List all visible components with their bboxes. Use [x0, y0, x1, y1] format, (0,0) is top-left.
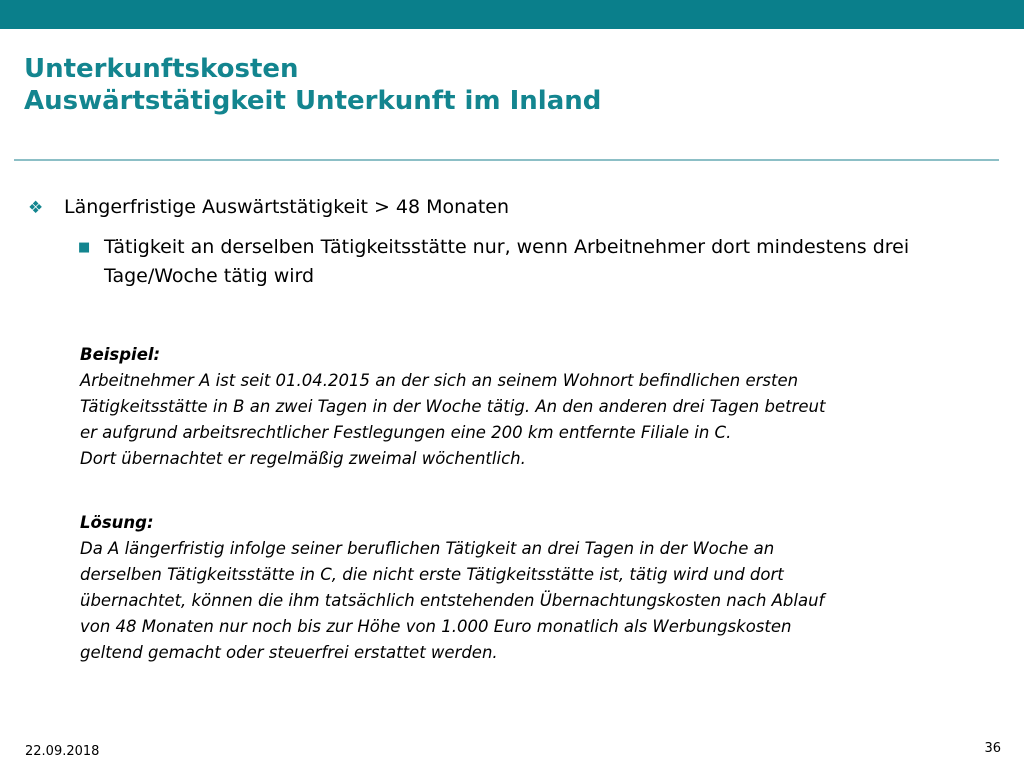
top-accent-bar [0, 0, 1024, 29]
page-number: 36 [984, 741, 1001, 756]
example-line: Dort übernachtet er regelmäßig zweimal wöchentlich. [80, 449, 526, 468]
bullet-level2 [78, 233, 938, 291]
bullet-level1 [28, 193, 509, 222]
slide-title-line1: Unterkunftskosten [24, 54, 299, 84]
slide-title [24, 53, 984, 117]
slide-title-line2: Auswärtstätigkeit Unterkunft im Inland [24, 86, 602, 116]
example-line: er aufgrund arbeitsrechtlicher Festlegungen eine 200 km entfernte Filiale in C. [80, 423, 732, 442]
square-bullet-icon: ■ [78, 240, 91, 255]
solution-line: geltend gemacht oder steuerfrei erstattet werden. [80, 643, 498, 662]
solution-line: derselben Tätigkeitsstätte in C, die nicht erste Tätigkeitsstätte ist, tätig wird und dort [80, 565, 784, 584]
bullet-level2-text: Tätigkeit an derselben Tätigkeitsstätte nur, wenn Arbeitnehmer dort mindestens drei Tage/Woche tätig wird [104, 236, 910, 287]
diamond-bullet-icon: ❖ [28, 198, 44, 218]
solution-block [80, 510, 1010, 666]
solution-heading: Lösung: [80, 513, 154, 532]
solution-line: Da A längerfristig infolge seiner beruflichen Tätigkeit an drei Tagen in der Woche an [80, 539, 775, 558]
footer-date: 22.09.2018 [25, 744, 100, 759]
example-heading: Beispiel: [80, 345, 161, 364]
example-block [80, 342, 1010, 472]
example-line: Tätigkeitsstätte in B an zwei Tagen in der Woche tätig. An den anderen drei Tagen betreut [80, 397, 826, 416]
title-divider [14, 159, 999, 161]
bullet-level1-text: Längerfristige Auswärtstätigkeit > 48 Monaten [64, 196, 510, 218]
solution-line: von 48 Monaten nur noch bis zur Höhe von 1.000 Euro monatlich als Werbungskosten [80, 617, 792, 636]
solution-line: übernachtet, können die ihm tatsächlich entstehenden Übernachtungskosten nach Ablauf [80, 591, 825, 610]
example-line: Arbeitnehmer A ist seit 01.04.2015 an der sich an seinem Wohnort befindlichen ersten [80, 371, 799, 390]
